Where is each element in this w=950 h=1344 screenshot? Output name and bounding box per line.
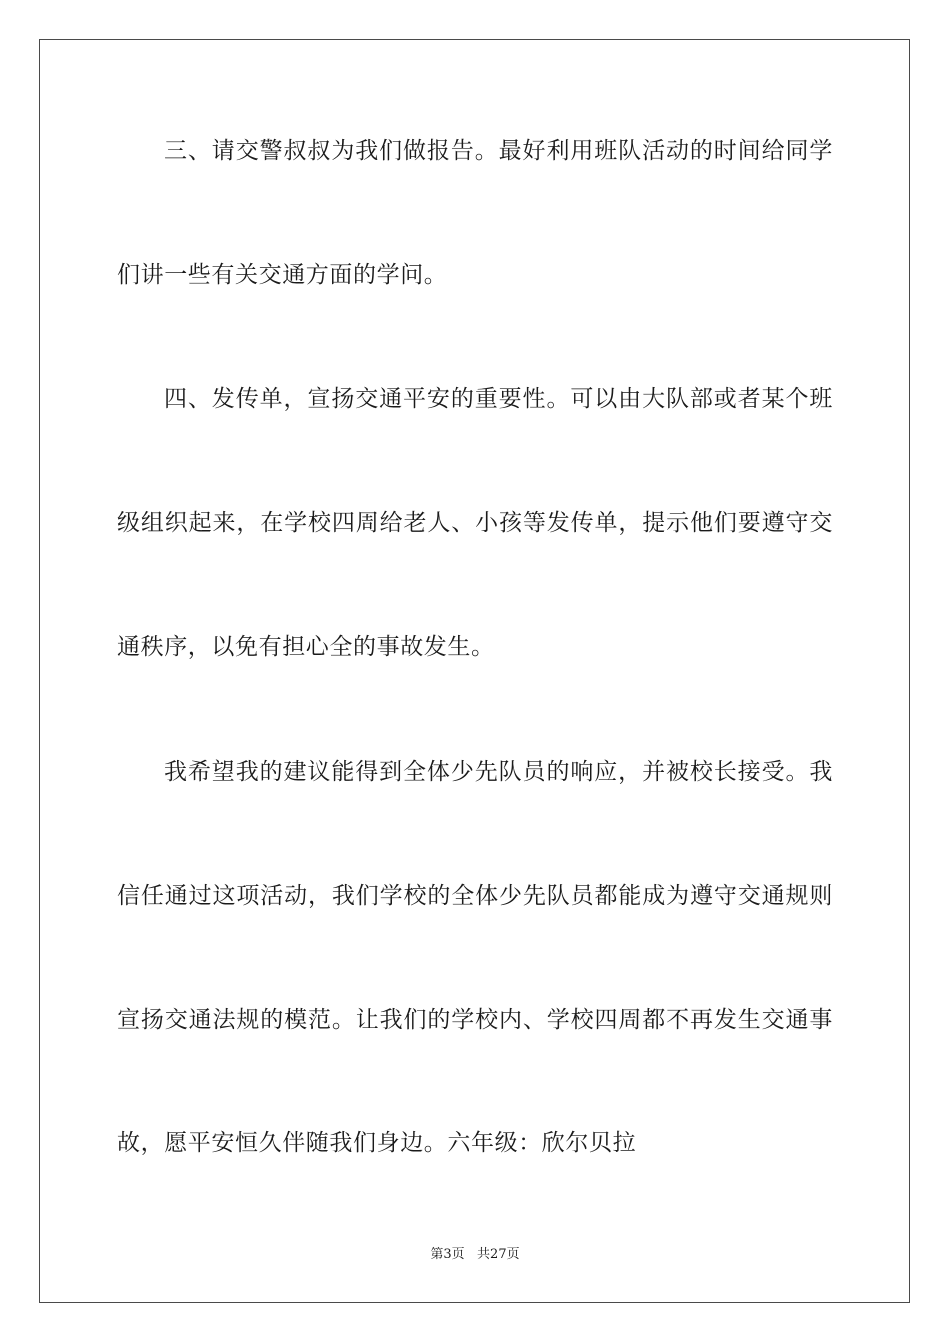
paragraph-closing-line-4: 故，愿平安恒久伴随我们身边。六年级：欣尔贝拉 [117, 1130, 637, 1156]
paragraph-closing-line-1: 我希望我的建议能得到全体少先队员的响应，并被校长接受。我 [164, 759, 833, 785]
page-number-footer: 第3页 共27页 [430, 1247, 520, 1262]
paragraph-4-line-1: 四、发传单，宣扬交通平安的重要性。可以由大队部或者某个班 [164, 386, 833, 412]
paragraph-closing-line-2: 信任通过这项活动，我们学校的全体少先队员都能成为遵守交通规则 [117, 883, 833, 909]
paragraph-4-line-3: 通秩序，以免有担心全的事故发生。 [117, 634, 495, 660]
paragraph-closing-line-3: 宣扬交通法规的模范。让我们的学校内、学校四周都不再发生交通事 [117, 1007, 833, 1033]
paragraph-4-line-2: 级组织起来，在学校四周给老人、小孩等发传单，提示他们要遵守交 [117, 510, 833, 536]
page-border [39, 39, 910, 1303]
paragraph-3-line-2: 们讲一些有关交通方面的学问。 [117, 262, 448, 288]
paragraph-3-line-1: 三、请交警叔叔为我们做报告。最好利用班队活动的时间给同学 [164, 138, 833, 164]
